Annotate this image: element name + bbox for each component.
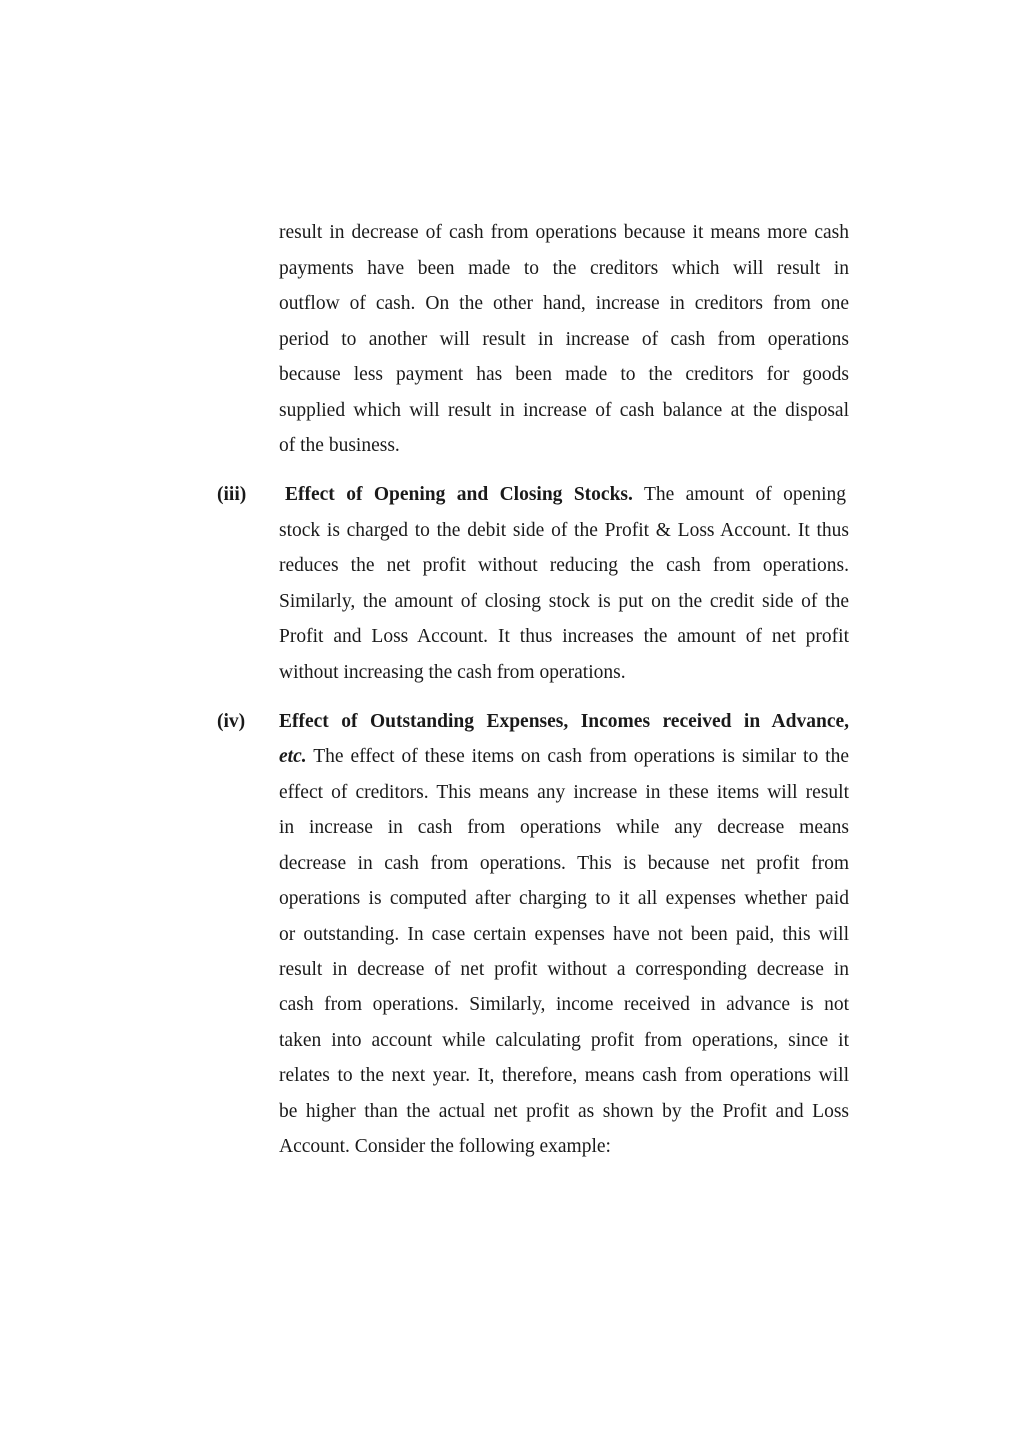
heading-line-rest: The amount of opening bbox=[643, 484, 846, 505]
paragraph-line: reduces the net profit without reducing the cash from operations. bbox=[279, 555, 849, 576]
list-marker: (iv) bbox=[217, 711, 246, 732]
paragraph-line: supplied which will result in increase of cash balance at the disposal bbox=[279, 400, 849, 421]
paragraph-line: Profit and Loss Account. It thus increases the amount of net profit bbox=[279, 626, 849, 647]
paragraph-line: taken into account while calculating profit from operations, since it bbox=[279, 1030, 849, 1051]
item-heading: Effect of Outstanding Expenses, Incomes received in Advance, bbox=[279, 711, 849, 732]
paragraph-line: result in decrease of net profit without a corresponding decrease in bbox=[279, 959, 849, 980]
item-heading-line bbox=[285, 483, 846, 507]
paragraph-line: result in decrease of cash from operations because it means more cash bbox=[279, 222, 849, 243]
paragraph-line: in increase in cash from operations while any decrease means bbox=[279, 817, 849, 838]
paragraph-line: of the business. bbox=[279, 435, 400, 456]
paragraph-line: Similarly, the amount of closing stock is put on the credit side of the bbox=[279, 591, 849, 612]
paragraph-line: because less payment has been made to the creditors for goods bbox=[279, 364, 849, 385]
paragraph-line: outflow of cash. On the other hand, increase in creditors from one bbox=[279, 293, 849, 314]
item-heading-etc: etc. bbox=[279, 746, 307, 767]
paragraph-line: effect of creditors. This means any increase in these items will result bbox=[279, 782, 849, 803]
paragraph-line: stock is charged to the debit side of the Profit & Loss Account. It thus bbox=[279, 520, 849, 541]
paragraph-line: Account. Consider the following example: bbox=[279, 1136, 611, 1157]
paragraph-line: decrease in cash from operations. This is because net profit from bbox=[279, 853, 849, 874]
paragraph-line: relates to the next year. It, therefore, means cash from operations will bbox=[279, 1065, 849, 1086]
list-marker: (iii) bbox=[217, 484, 247, 505]
paragraph-line: or outstanding. In case certain expenses have not been paid, this will bbox=[279, 924, 849, 945]
paragraph-line: operations is computed after charging to it all expenses whether paid bbox=[279, 888, 849, 909]
paragraph-line: without increasing the cash from operations. bbox=[279, 662, 626, 683]
paragraph-line: cash from operations. Similarly, income received in advance is not bbox=[279, 994, 849, 1015]
paragraph-line: be higher than the actual net profit as shown by the Profit and Loss bbox=[279, 1101, 849, 1122]
paragraph-line: period to another will result in increase of cash from operations bbox=[279, 329, 849, 350]
heading-line-rest: The effect of these items on cash from operations is similar to the bbox=[313, 746, 849, 767]
item-heading-line bbox=[279, 745, 849, 769]
item-heading: Effect of Opening and Closing Stocks. bbox=[285, 484, 633, 505]
paragraph-line: payments have been made to the creditors which will result in bbox=[279, 258, 849, 279]
